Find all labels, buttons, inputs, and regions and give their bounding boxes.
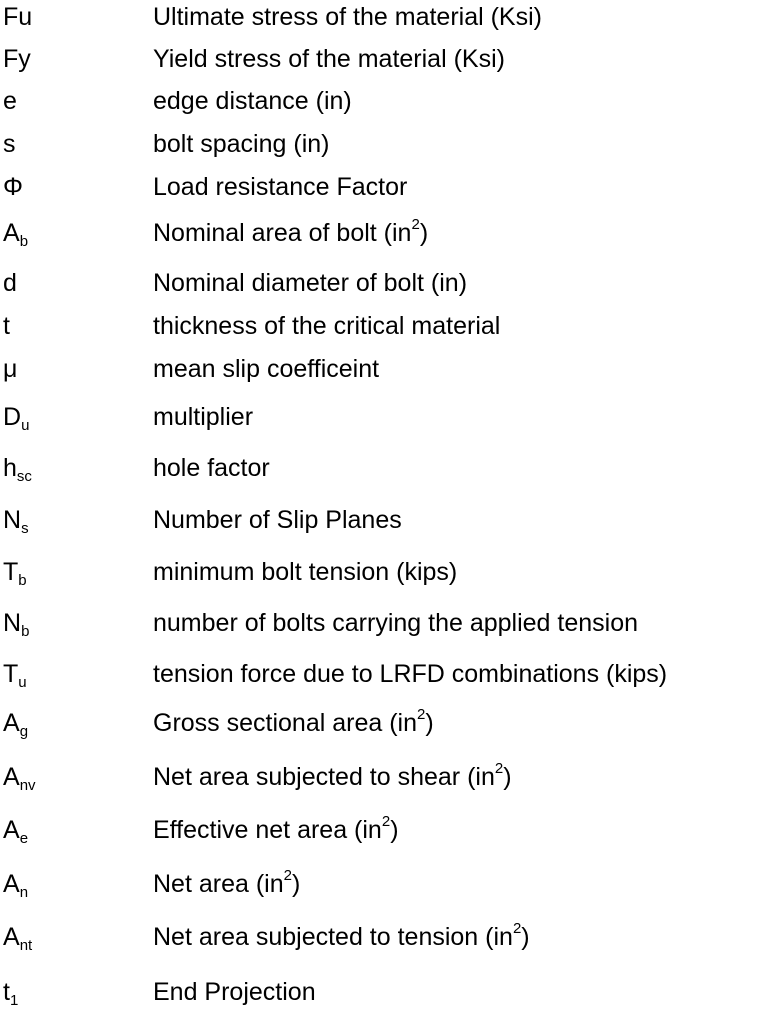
symbol-row — [3, 2, 765, 32]
symbol: Fy — [3, 45, 31, 73]
symbol-row — [3, 218, 765, 248]
symbol-row — [3, 608, 765, 638]
definition: minimum bolt tension (kips) — [153, 558, 458, 586]
symbol-row — [3, 977, 765, 1007]
definition: hole factor — [153, 454, 270, 482]
symbol-row — [3, 402, 765, 432]
definition: mean slip coefficeint — [153, 355, 380, 383]
definition: Net area subjected to shear $(in^2)$ — [153, 760, 512, 791]
symbol: $A_{nt}$ — [3, 923, 33, 954]
definition: edge distance (in) — [153, 87, 352, 115]
symbol-row — [3, 354, 765, 384]
symbol: $t_1$ — [3, 978, 19, 1009]
definition: Net area subjected to tension $(in^2)$ — [153, 920, 530, 951]
symbol: d — [3, 269, 17, 297]
symbol-row — [3, 708, 765, 738]
symbol: $A_n$ — [3, 870, 29, 901]
symbol: $T_u$ — [3, 660, 27, 691]
symbol: e — [3, 87, 17, 115]
definition: number of bolts carrying the applied tension — [153, 609, 639, 637]
definition: multiplier — [153, 403, 254, 431]
symbol: $A_b$ — [3, 219, 29, 250]
symbol: $A_g$ — [3, 709, 29, 740]
definition: Gross sectional area $(in^2)$ — [153, 706, 434, 737]
symbol: Fu — [3, 3, 33, 31]
symbol: μ — [3, 355, 18, 383]
definition: Ultimate stress of the material (Ksi) — [153, 3, 542, 31]
symbol: $A_{nv}$ — [3, 763, 36, 794]
symbol: $h_{sc}$ — [3, 454, 32, 485]
symbol-row — [3, 129, 765, 159]
definition: thickness of the critical material — [153, 312, 501, 340]
symbol-row — [3, 869, 765, 899]
symbol-row — [3, 659, 765, 689]
symbol-row — [3, 505, 765, 535]
symbol-row — [3, 762, 765, 792]
symbol-row — [3, 922, 765, 952]
symbol-row — [3, 172, 765, 202]
definition: End Projection — [153, 978, 316, 1006]
symbol: $D_u$ — [3, 403, 30, 434]
definition: bolt spacing (in) — [153, 130, 330, 158]
definition: Load resistance Factor — [153, 173, 408, 201]
definition: Nominal diameter of bolt (in) — [153, 269, 468, 297]
definition: Yield stress of the material (Ksi) — [153, 45, 505, 73]
symbol-row — [3, 815, 765, 845]
symbol-row — [3, 86, 765, 116]
symbol-row — [3, 557, 765, 587]
definition: Net area $(in^2)$ — [153, 867, 301, 898]
definition: tension force due to LRFD combinations (kips) — [153, 660, 668, 688]
symbol: $N_b$ — [3, 609, 30, 640]
definition: Effective net area $(in^2)$ — [153, 813, 399, 844]
definition: Nominal area of bolt $(in^2)$ — [153, 216, 429, 247]
symbol-row — [3, 453, 765, 483]
definition: Number of Slip Planes — [153, 506, 402, 534]
symbol-row — [3, 311, 765, 341]
symbol: t — [3, 312, 10, 340]
symbol: $N_s$ — [3, 506, 29, 537]
symbol: $A_e$ — [3, 816, 29, 847]
symbol: s — [3, 130, 16, 158]
symbol: $T_b$ — [3, 558, 27, 589]
symbol-row — [3, 268, 765, 298]
symbol-row — [3, 44, 765, 74]
symbol: Φ — [3, 173, 23, 201]
